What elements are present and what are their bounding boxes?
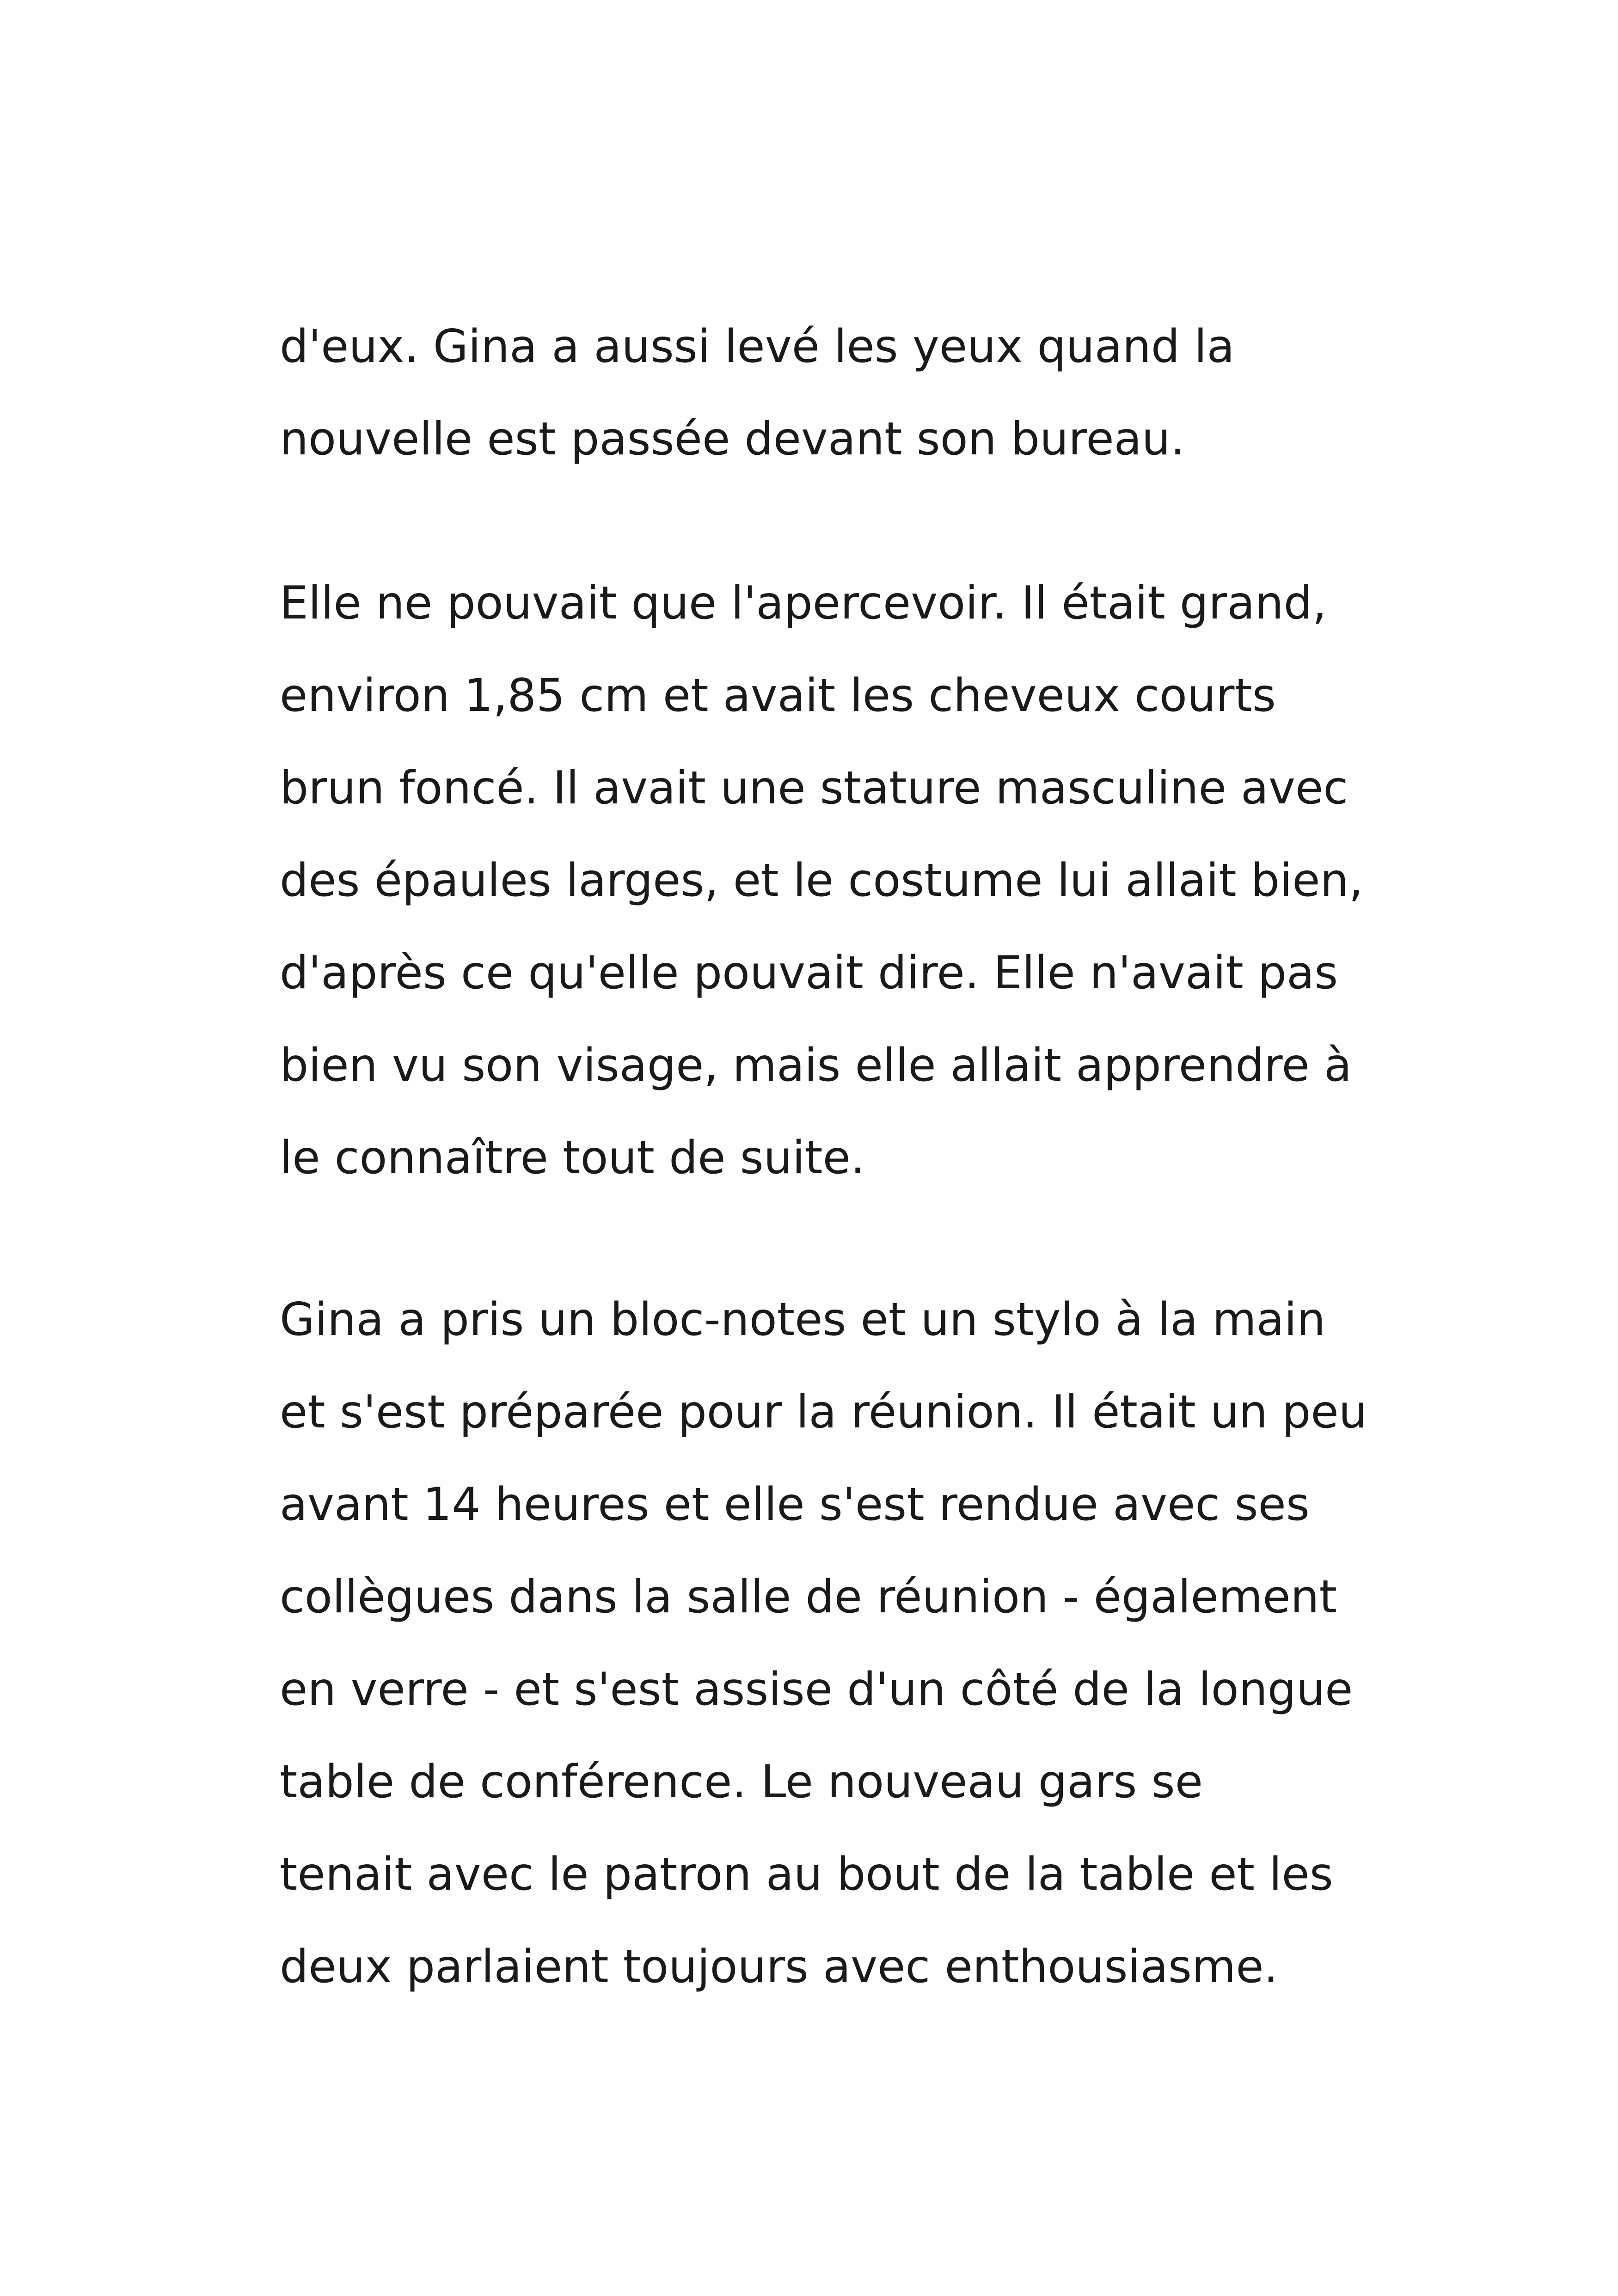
text-line: des épaules larges, et le costume lui allait bien, (280, 854, 1363, 907)
text-line: d'après ce qu'elle pouvait dire. Elle n'avait pas (280, 947, 1338, 999)
text-line: tenait avec le patron au bout de la table et les (280, 1848, 1333, 1901)
text-line: nouvelle est passée devant son bureau. (280, 413, 1185, 465)
text-line: brun foncé. Il avait une stature masculine avec (280, 762, 1348, 814)
text-line: en verre - et s'est assise d'un côté de la longue (280, 1663, 1353, 1716)
text-line: avant 14 heures et elle s'est rendue avec ses (280, 1478, 1310, 1531)
text-line: bien vu son visage, mais elle allait apprendre à (280, 1039, 1352, 1092)
text-line: le connaître tout de suite. (280, 1132, 865, 1184)
text-line: et s'est préparée pour la réunion. Il était un peu (280, 1386, 1367, 1439)
text-line: d'eux. Gina a aussi levé les yeux quand la (280, 320, 1235, 373)
text-line: table de conférence. Le nouveau gars se (280, 1756, 1203, 1808)
text-line: deux parlaient toujours avec enthousiasme. (280, 1941, 1278, 1993)
text-line: Elle ne pouvait que l'apercevoir. Il était grand, (280, 577, 1327, 630)
text-line: Gina a pris un bloc-notes et un stylo à la main (280, 1293, 1326, 1346)
text-line: environ 1,85 cm et avait les cheveux courts (280, 669, 1276, 722)
text-line: collègues dans la salle de réunion - également (280, 1571, 1337, 1623)
